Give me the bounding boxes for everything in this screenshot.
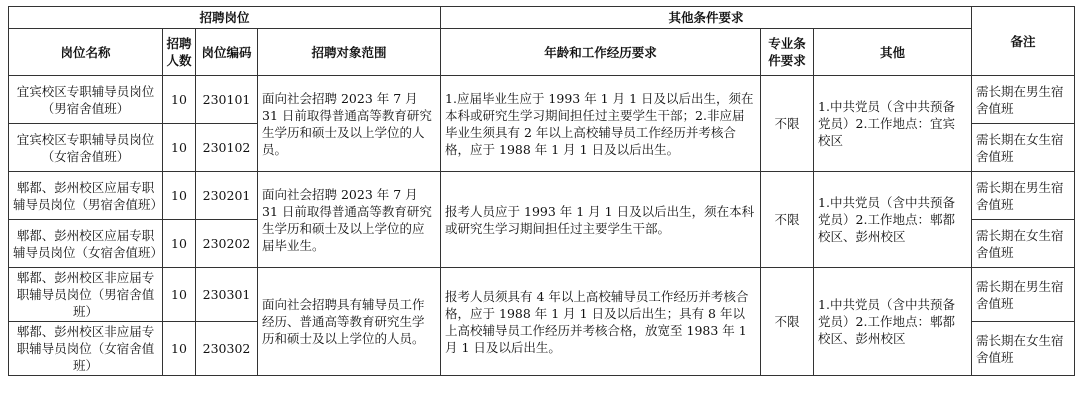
remark-cell: 需长期在女生宿舍值班 [972, 220, 1075, 268]
position-code-cell: 230101 [196, 76, 258, 124]
position-name-cell: 宜宾校区专职辅导员岗位（男宿舍值班） [9, 76, 163, 124]
headcount-cell: 10 [163, 172, 196, 220]
headcount-cell: 10 [163, 124, 196, 172]
position-name-cell: 郫都、彭州校区非应届专职辅导员岗位（女宿舍值班） [9, 322, 163, 376]
remark-cell: 需长期在女生宿舍值班 [972, 322, 1075, 376]
major-cell: 不限 [761, 268, 814, 376]
recruitment-table [8, 6, 1075, 376]
position-name-cell: 郫都、彭州校区非应届专职辅导员岗位（男宿舍值班） [9, 268, 163, 322]
position-code-cell: 230301 [196, 268, 258, 322]
headcount-cell: 10 [163, 220, 196, 268]
remark-cell: 需长期在男生宿舍值班 [972, 172, 1075, 220]
recruit-scope-cell: 面向社会招聘 2023 年 7 月 31 日前取得普通高等教育研究生学历和硕士及以上学位的人员。 [258, 76, 441, 172]
table-row [9, 268, 1075, 322]
col-header-recruit-scope: 招聘对象范围 [258, 29, 441, 76]
age-experience-cell: 1.应届毕业生应于 1993 年 1 月 1 日及以后出生，须在本科或研究生学习期间担任过主要学生干部；2.非应届毕业生须具有 2 年以上高校辅导员工作经历并考核合格，应于 1988 年 1 月 1 日及以后出生。 [441, 76, 761, 172]
position-code-cell: 230201 [196, 172, 258, 220]
headcount-cell: 10 [163, 268, 196, 322]
col-header-age-experience: 年龄和工作经历要求 [441, 29, 761, 76]
other-cell: 1.中共党员（含中共预备党员）2.工作地点：宜宾校区 [814, 76, 972, 172]
headcount-cell: 10 [163, 322, 196, 376]
age-experience-cell: 报考人员须具有 4 年以上高校辅导员工作经历并考核合格，应于 1988 年 1 月 1 日及以后出生；具有 8 年以上高校辅导员工作经历并考核合格，放宽至 1983 年 1 月 1 日及以后出生。 [441, 268, 761, 376]
position-code-cell: 230102 [196, 124, 258, 172]
table-row [9, 172, 1075, 220]
other-cell: 1.中共党员（含中共预备党员）2.工作地点：郫都校区、彭州校区 [814, 268, 972, 376]
col-header-major: 专业条件要求 [761, 29, 814, 76]
position-name-cell: 郫都、彭州校区应届专职辅导员岗位（女宿舍值班） [9, 220, 163, 268]
other-cell: 1.中共党员（含中共预备党员）2.工作地点：郫都校区、彭州校区 [814, 172, 972, 268]
recruitment-table-container [8, 6, 1074, 376]
col-header-headcount: 招聘人数 [163, 29, 196, 76]
age-experience-cell: 报考人员应于 1993 年 1 月 1 日及以后出生，须在本科或研究生学习期间担任过主要学生干部。 [441, 172, 761, 268]
recruit-scope-cell: 面向社会招聘 2023 年 7 月 31 日前取得普通高等教育研究生学历和硕士及以上学位的应届毕业生。 [258, 172, 441, 268]
col-header-position-name: 岗位名称 [9, 29, 163, 76]
position-name-cell: 宜宾校区专职辅导员岗位（女宿舍值班） [9, 124, 163, 172]
position-name-cell: 郫都、彭州校区应届专职辅导员岗位（男宿舍值班） [9, 172, 163, 220]
remark-cell: 需长期在男生宿舍值班 [972, 76, 1075, 124]
group-header-other-conditions: 其他条件要求 [441, 7, 972, 29]
recruit-scope-cell: 面向社会招聘具有辅导员工作经历、普通高等教育研究生学历和硕士及以上学位的人员。 [258, 268, 441, 376]
position-code-cell: 230302 [196, 322, 258, 376]
major-cell: 不限 [761, 76, 814, 172]
position-code-cell: 230202 [196, 220, 258, 268]
group-header-recruit-position: 招聘岗位 [9, 7, 441, 29]
col-header-other: 其他 [814, 29, 972, 76]
header-row-1 [9, 7, 1075, 29]
header-row-2 [9, 29, 1075, 76]
headcount-cell: 10 [163, 76, 196, 124]
remark-cell: 需长期在女生宿舍值班 [972, 124, 1075, 172]
col-header-remarks: 备注 [972, 7, 1075, 76]
table-row [9, 76, 1075, 124]
col-header-position-code: 岗位编码 [196, 29, 258, 76]
remark-cell: 需长期在男生宿舍值班 [972, 268, 1075, 322]
major-cell: 不限 [761, 172, 814, 268]
